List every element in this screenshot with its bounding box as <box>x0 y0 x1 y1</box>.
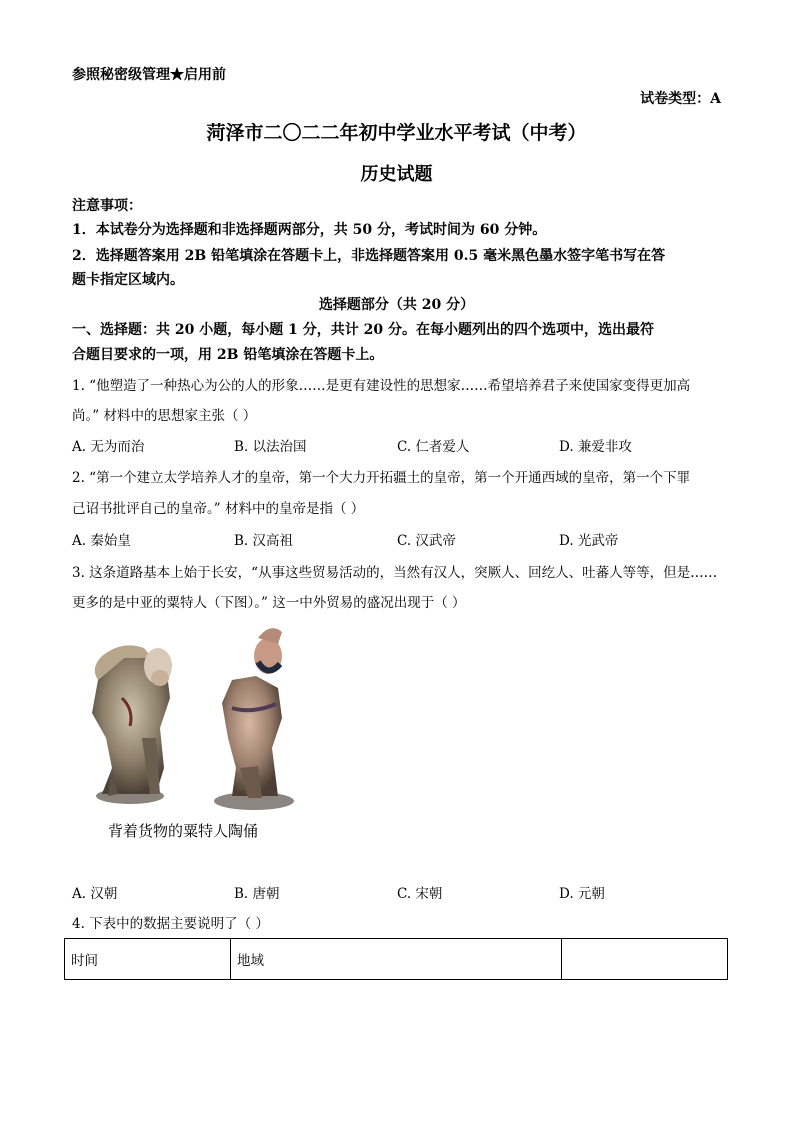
table-header-cell: 时间 <box>65 939 231 980</box>
q2-option-c[interactable]: C. 汉武帝 <box>397 533 456 549</box>
figure-caption: 背着货物的粟特人陶俑 <box>108 822 259 840</box>
question-3-text: 3. 这条道路基本上始于长安，“从事这些贸易活动的，当然有汉人，突厥人、回纥人、吐蕃人等等，但是…… <box>72 565 718 581</box>
secrecy-label: 参照秘密级管理★启用前 <box>72 67 226 83</box>
question-2-text: 2. “第一个建立太学培养人才的皇帝，第一个大力开拓疆土的皇帝，第一个开通西域的皇帝，第一个下罪 <box>72 470 691 486</box>
q1-option-b[interactable]: B. 以法治国 <box>234 439 307 455</box>
q1-option-d[interactable]: D. 兼爱非攻 <box>559 439 632 455</box>
q1-option-c[interactable]: C. 仁者爱人 <box>397 439 470 455</box>
table-row <box>65 939 728 980</box>
q1-option-a[interactable]: A. 无为而治 <box>72 439 145 455</box>
q3-option-b[interactable]: B. 唐朝 <box>234 886 280 902</box>
q2-option-b[interactable]: B. 汉高祖 <box>234 533 294 549</box>
page-title: 菏泽市二〇二二年初中学业水平考试（中考） <box>206 122 587 144</box>
section-instruction: 一、选择题：共 20 小题，每小题 1 分，共计 20 分。在每小题列出的四个选项中，选出最符 <box>72 322 654 338</box>
sogdian-figurines-image <box>72 618 312 848</box>
paper-type-label: 试卷类型：A <box>640 91 721 107</box>
q3-option-a[interactable]: A. 汉朝 <box>72 886 118 902</box>
section-title: 选择题部分（共 20 分） <box>318 297 475 313</box>
question-4-table <box>64 938 728 980</box>
notes-heading: 注意事项： <box>72 198 142 214</box>
notes-item: 1．本试卷分为选择题和非选择题两部分，共 50 分，考试时间为 60 分钟。 <box>72 222 547 238</box>
table-header-cell <box>562 939 728 980</box>
question-2-text: 己诏书批评自己的皇帝。” 材料中的皇帝是指（ ） <box>72 501 365 517</box>
notes-item: 题卡指定区域内。 <box>72 272 184 288</box>
question-1-text: 尚。” 材料中的思想家主张（ ） <box>72 408 257 424</box>
q3-option-c[interactable]: C. 宋朝 <box>397 886 443 902</box>
table-header-cell: 地域 <box>231 939 562 980</box>
question-1-text: 1. “他塑造了一种热心为公的人的形象……是更有建设性的思想家……希望培养君子来使国家变得更加高 <box>72 378 691 394</box>
page-subtitle: 历史试题 <box>360 164 433 185</box>
question-4-text: 4. 下表中的数据主要说明了（ ） <box>72 916 269 932</box>
q3-option-d[interactable]: D. 元朝 <box>559 886 605 902</box>
figurines-illustration <box>72 618 312 818</box>
section-instruction: 合题目要求的一项，用 2B 铅笔填涂在答题卡上。 <box>72 347 384 363</box>
q2-option-d[interactable]: D. 光武帝 <box>559 533 619 549</box>
question-3-text: 更多的是中亚的粟特人（下图）。” 这一中外贸易的盛况出现于（ ） <box>72 595 466 611</box>
notes-item: 2．选择题答案用 2B 铅笔填涂在答题卡上，非选择题答案用 0.5 毫米黑色墨水签字笔书写在答 <box>72 248 666 264</box>
q2-option-a[interactable]: A. 秦始皇 <box>72 533 131 549</box>
